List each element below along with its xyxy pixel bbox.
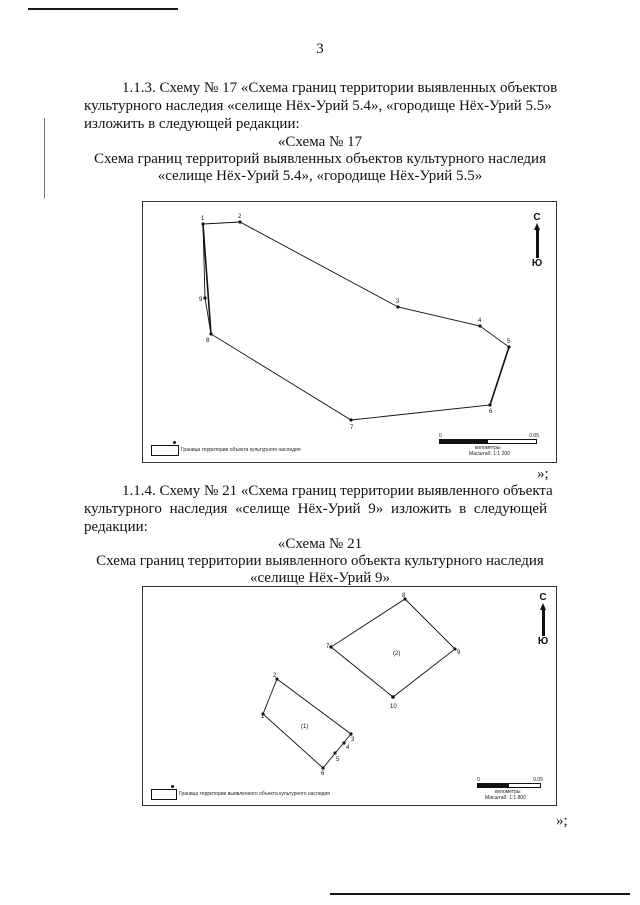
point-label: 9 [457,650,461,656]
scheme-17-title-1: Схема границ территорий выявленных объектов культурного наследия [94,151,546,167]
south-label: Ю [531,258,543,269]
section-2-line-2: культурного наследия «селище Нёх-Урий 9» изложить в следующей [84,501,548,517]
point-label: 2 [273,673,277,679]
point-label: 1 [261,714,265,720]
legend-text: Граница территории выявленного объекта культурного наследия [179,791,330,797]
bottom-scan-border [330,893,630,895]
scale-right: 0.05 [529,433,539,439]
point-label: 7 [326,644,330,650]
point-label: 4 [346,745,350,751]
section-1-end: »; [537,466,549,482]
legend-point-icon [171,785,174,788]
point-label: 9 [199,297,203,303]
area-label: (2) [393,651,401,657]
scheme-21-polygons [143,587,556,805]
north-label: С [539,592,547,603]
page-number: 3 [316,41,324,57]
scale-left: 0 [477,777,480,783]
legend-text: Граница территории объекта культурного наследия [181,447,301,453]
point-label: 1 [201,216,205,222]
point-label: 8 [206,338,210,344]
point-label: 3 [351,737,355,743]
scheme-21-label: «Схема № 21 [277,536,363,552]
section-1-line-3: изложить в следующей редакции: [84,116,300,132]
scheme-21-map [142,586,557,806]
scheme-17-polygon [143,202,556,462]
legend-swatch [151,445,179,456]
point-label: 8 [402,593,406,599]
legend-swatch [151,789,177,800]
point-label: 4 [478,318,482,324]
section-2-line-1: 1.1.4. Схему № 21 «Схема границ территории выявленного объекта [122,483,553,499]
north-label: С [533,212,541,223]
point-label: 6 [321,771,325,777]
scale-left: 0 [439,433,442,439]
scheme-17-map [142,201,557,463]
north-arrow [535,592,551,647]
scheme-21-title-1: Схема границ территории выявленного объекта культурного наследия [96,553,544,569]
top-scan-border [28,8,178,10]
scale-text: Масштаб: 1:1 200 [469,451,510,457]
point-label: 7 [350,425,354,431]
south-label: Ю [537,636,549,647]
point-label: 6 [489,409,493,415]
scale-text: Масштаб: 1:1 800 [485,795,526,801]
north-arrow [529,212,545,269]
section-2-line-3: редакции: [84,519,148,535]
arrow-icon [540,603,546,610]
point-label: 10 [390,704,397,710]
legend [151,442,341,456]
scale-unit: километры [475,445,501,451]
scale-right: 0.05 [533,777,543,783]
legend-point-icon [173,441,176,444]
scale-unit: километры [495,789,521,795]
scale-bar [477,777,543,803]
legend [151,786,351,800]
area-label: (1) [301,724,309,730]
section-1-line-1: 1.1.3. Схему № 17 «Схема границ территории выявленных объектов [122,80,558,96]
scheme-17-title-2: «селище Нёх-Урий 5.4», «городище Нёх-Урий 5.5» [157,168,483,184]
section-1-line-2: культурного наследия «селище Нёх-Урий 5.4», «городище Нёх-Урий 5.5» [84,98,552,114]
arrow-icon [534,223,540,230]
point-label: 2 [238,214,242,220]
scheme-21-title-2: «селище Нёх-Урий 9» [249,570,391,586]
point-label: 5 [507,339,511,345]
scheme-17-label: «Схема № 17 [277,134,363,150]
scale-bar [439,433,539,459]
point-label: 5 [336,757,340,763]
point-label: 3 [396,299,400,305]
section-2-end: »; [556,813,568,829]
